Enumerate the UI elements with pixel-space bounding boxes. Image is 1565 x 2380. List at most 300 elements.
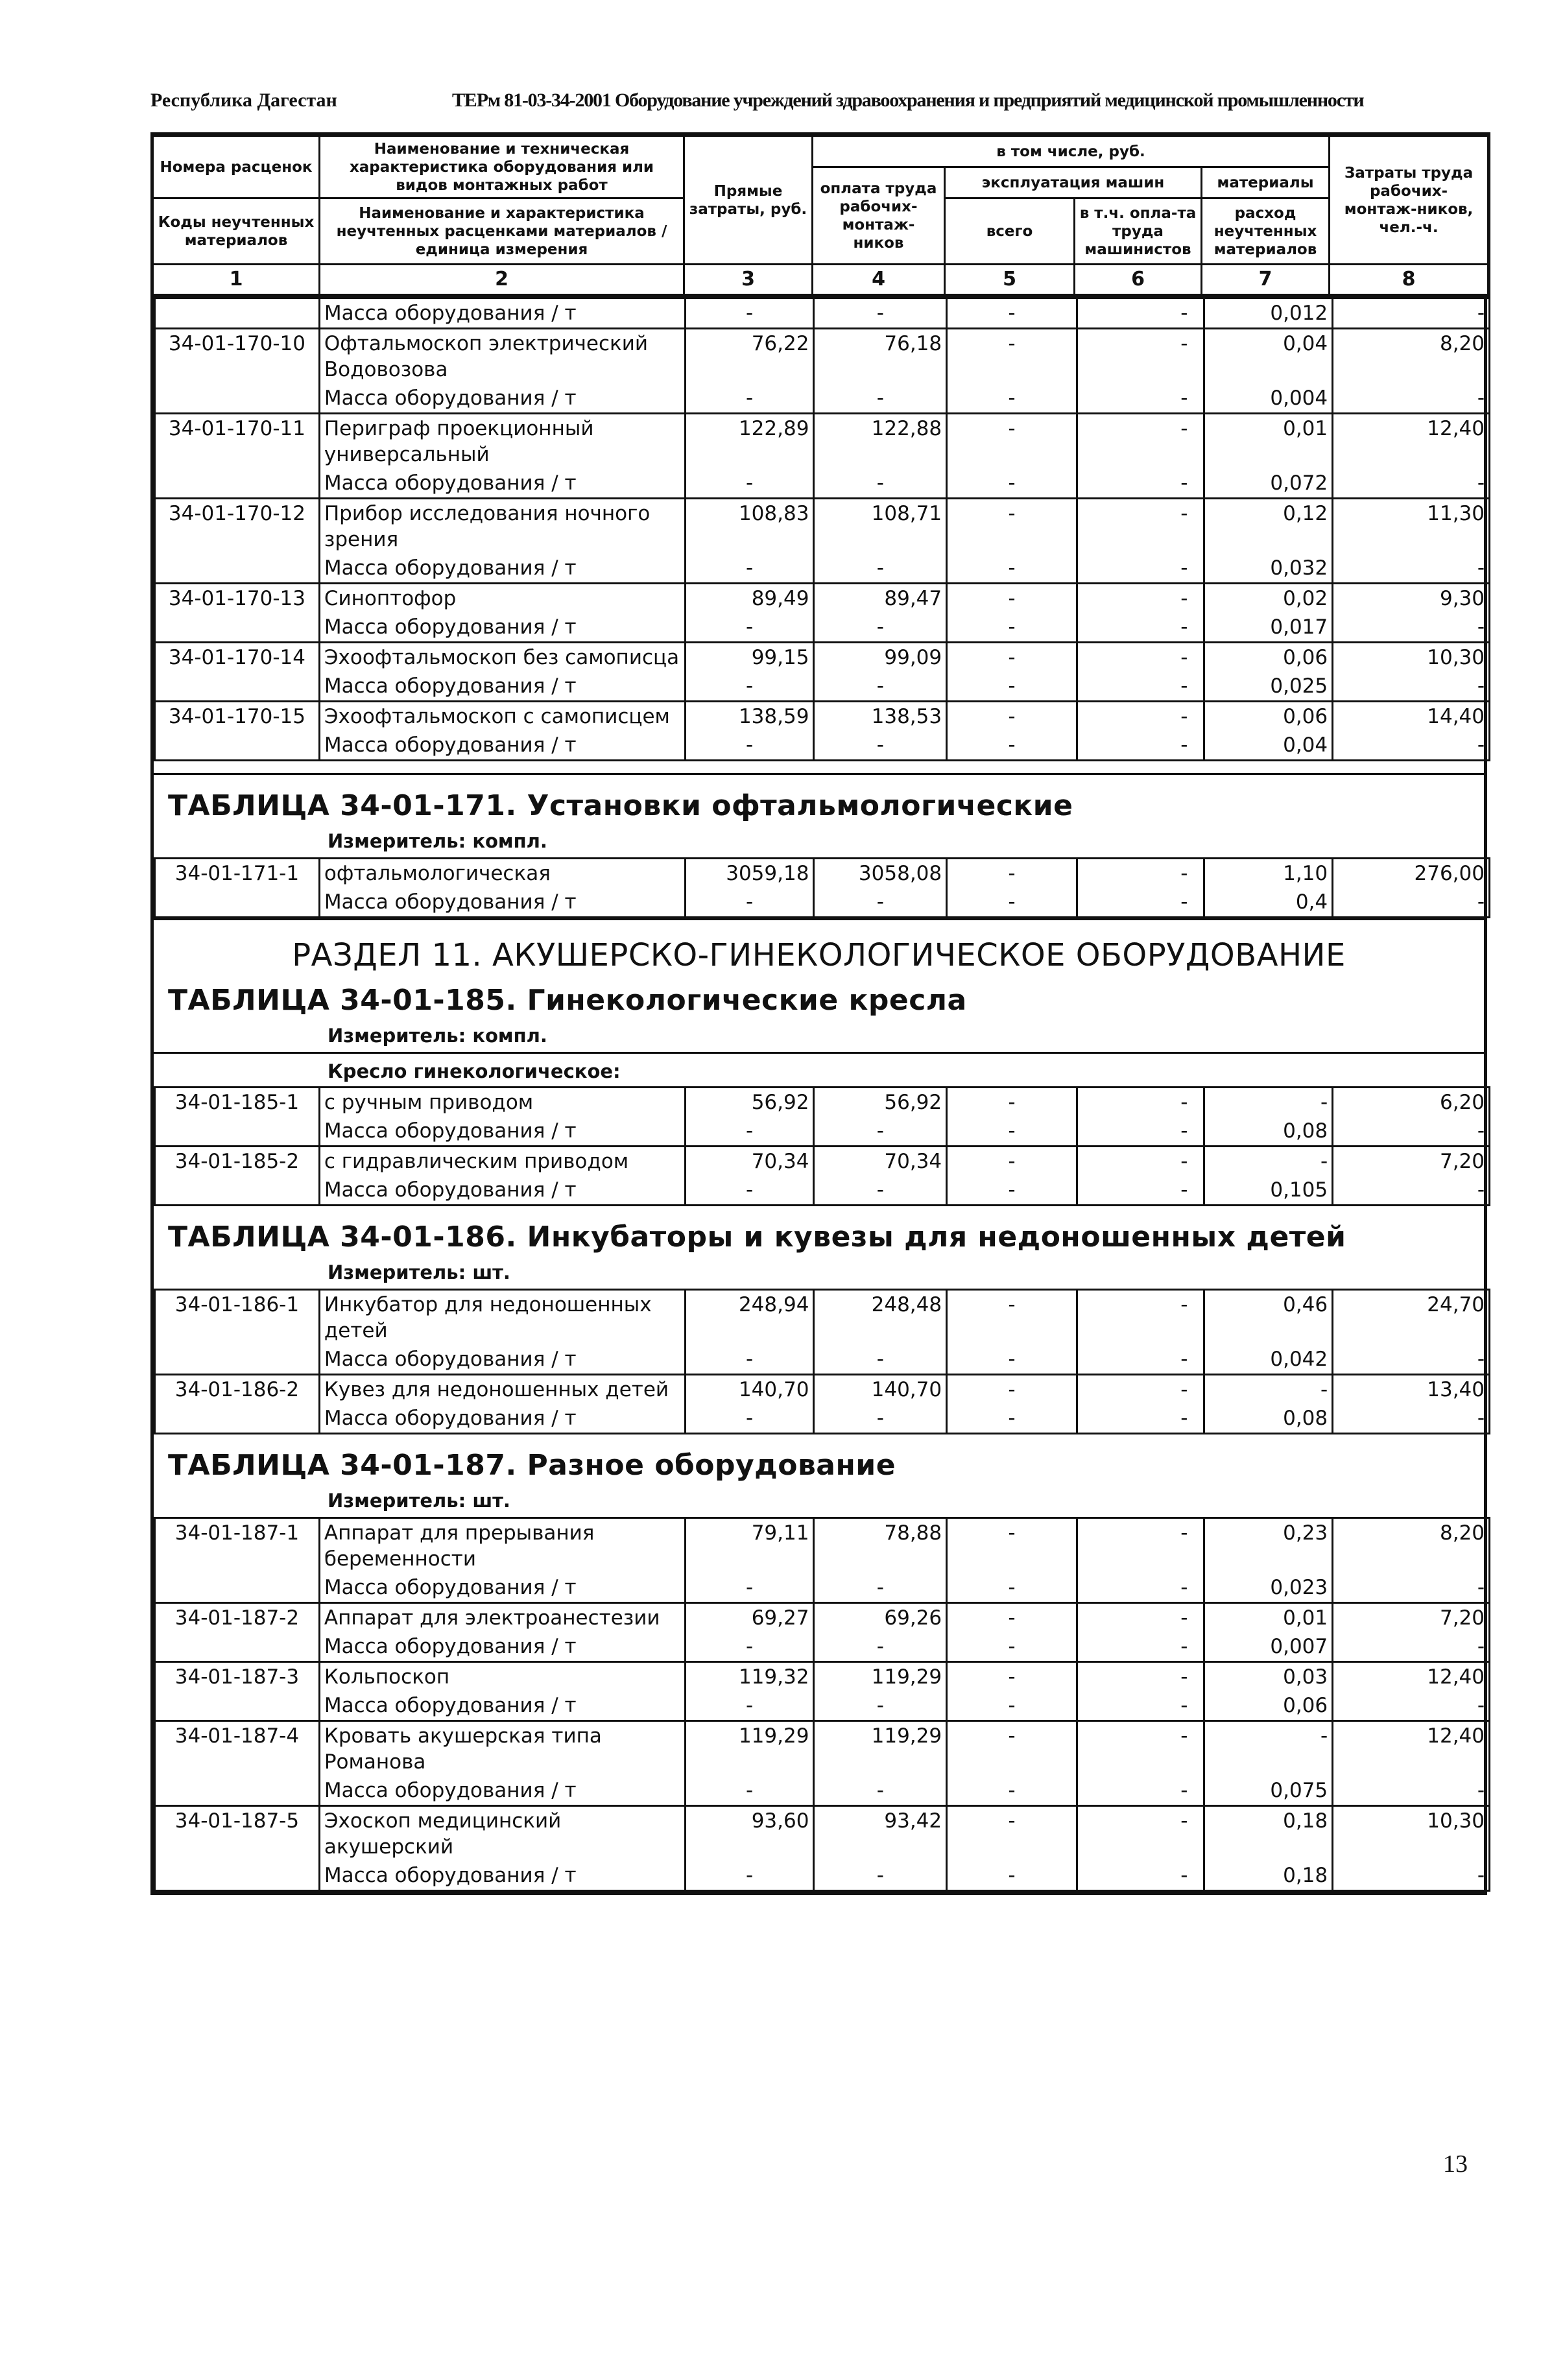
value-machine: - [947, 1088, 1077, 1117]
table-row [155, 1088, 1490, 1117]
region-label: Республика Дагестан [150, 89, 337, 111]
value-machine: - [947, 1375, 1077, 1405]
value-hours: 12,40 [1333, 1662, 1490, 1692]
value-material: 0,01 [1204, 1603, 1333, 1633]
column-number: 2 [320, 265, 684, 296]
value-material: 0,017 [1204, 613, 1333, 643]
table-186-body [154, 1289, 1490, 1434]
rate-code: 34-01-185-1 [155, 1088, 320, 1117]
table-row [155, 1147, 1490, 1176]
value-hours: - [1333, 1861, 1490, 1891]
code-cell [155, 298, 320, 329]
rate-code: 34-01-171-1 [155, 859, 320, 888]
rows-t185 [155, 1088, 1490, 1206]
table-row [155, 643, 1490, 672]
value-wages: 140,70 [814, 1375, 947, 1405]
item-name: Синоптофор [319, 584, 685, 613]
value-machine: - [947, 298, 1077, 329]
value-machine: - [947, 1632, 1077, 1662]
code-cell [155, 1861, 320, 1891]
value-operator: - [1077, 1345, 1204, 1375]
value-material: 0,08 [1204, 1117, 1333, 1147]
item-name: Периграф проекционный универсальный [319, 414, 685, 470]
value-machine: - [947, 702, 1077, 732]
value-direct: - [685, 1345, 814, 1375]
table-187 [150, 1434, 1487, 1895]
value-material: - [1204, 1147, 1333, 1176]
value-wages: - [814, 1691, 947, 1721]
header-name: Наименование и техническая характеристика оборудования или видов монтажных работ [320, 135, 684, 198]
mass-label: Масса оборудования / т [319, 1632, 685, 1662]
value-material: - [1204, 1375, 1333, 1405]
mass-label: Масса оборудования / т [319, 613, 685, 643]
value-material: 0,06 [1204, 643, 1333, 672]
value-direct: - [685, 1861, 814, 1891]
table-186 [150, 1206, 1487, 1434]
value-machine: - [947, 469, 1077, 499]
value-machine: - [947, 1603, 1077, 1633]
value-direct: - [685, 1573, 814, 1603]
rate-code: 34-01-170-13 [155, 584, 320, 613]
value-wages: 89,47 [814, 584, 947, 613]
value-direct: 79,11 [685, 1518, 814, 1574]
mass-label: Масса оборудования / т [319, 384, 685, 414]
value-machine: - [947, 499, 1077, 554]
code-cell [155, 672, 320, 702]
table-170-body [154, 297, 1490, 761]
value-material: 0,023 [1204, 1573, 1333, 1603]
value-wages: - [814, 1345, 947, 1375]
value-direct: - [685, 731, 814, 761]
table-row [155, 329, 1490, 385]
value-direct: - [685, 1632, 814, 1662]
value-machine: - [947, 1345, 1077, 1375]
column-header [150, 132, 1490, 297]
value-operator: - [1077, 584, 1204, 613]
table-row [155, 1290, 1490, 1346]
item-name: Аппарат для прерывания беременности [319, 1518, 685, 1574]
rate-code: 34-01-186-2 [155, 1375, 320, 1405]
value-hours: - [1333, 298, 1490, 329]
value-operator: - [1077, 1147, 1204, 1176]
value-direct: 140,70 [685, 1375, 814, 1405]
value-machine: - [947, 1776, 1077, 1806]
mass-label: Масса оборудования / т [319, 672, 685, 702]
value-operator: - [1077, 1375, 1204, 1405]
value-direct: - [685, 888, 814, 918]
value-direct: - [685, 1776, 814, 1806]
page-number: 13 [1443, 2150, 1468, 2178]
code-cell [155, 1345, 320, 1375]
value-machine: - [947, 859, 1077, 888]
value-wages: - [814, 384, 947, 414]
item-name: Инкубатор для недоношенных детей [319, 1290, 685, 1346]
item-name: Эхоофтальмоскоп с самописцем [319, 702, 685, 732]
value-material: 0,08 [1204, 1404, 1333, 1434]
header-including: в том числе, руб. [813, 135, 1330, 167]
value-hours: 12,40 [1333, 1721, 1490, 1777]
table-meter: Измеритель: шт. [328, 1490, 510, 1512]
value-operator: - [1077, 1404, 1204, 1434]
code-cell [155, 384, 320, 414]
table-title: ТАБЛИЦА 34-01-185. Гинекологические кресла [168, 984, 967, 1017]
table-row [155, 1721, 1490, 1777]
value-operator: - [1077, 888, 1204, 918]
item-name: Аппарат для электроанестезии [319, 1603, 685, 1633]
column-number: 7 [1202, 265, 1330, 296]
value-operator: - [1077, 1721, 1204, 1777]
value-wages: - [814, 1176, 947, 1206]
value-material: 0,06 [1204, 1691, 1333, 1721]
value-material: 0,025 [1204, 672, 1333, 702]
mass-label: Масса оборудования / т [319, 1345, 685, 1375]
value-wages: 248,48 [814, 1290, 947, 1346]
column-numbers-row [152, 265, 1489, 296]
value-operator: - [1077, 613, 1204, 643]
value-material: - [1204, 1721, 1333, 1777]
value-hours: - [1333, 1776, 1490, 1806]
table-185-body [154, 1086, 1490, 1206]
value-hours: 12,40 [1333, 414, 1490, 470]
value-direct: 122,89 [685, 414, 814, 470]
value-hours: 14,40 [1333, 702, 1490, 732]
value-machine: - [947, 1147, 1077, 1176]
value-direct: 69,27 [685, 1603, 814, 1633]
value-operator: - [1077, 384, 1204, 414]
item-name: Кольпоскоп [319, 1662, 685, 1692]
value-wages: - [814, 554, 947, 584]
table-row [155, 702, 1490, 732]
item-name: Эхоскоп медицинский акушерский [319, 1806, 685, 1862]
header-direct-costs: Прямые затраты, руб. [684, 135, 813, 265]
value-machine: - [947, 888, 1077, 918]
mass-label: Масса оборудования / т [319, 1573, 685, 1603]
value-material: 0,18 [1204, 1806, 1333, 1862]
mass-row [155, 1861, 1490, 1891]
value-material: 0,06 [1204, 702, 1333, 732]
value-hours: - [1333, 1404, 1490, 1434]
value-machine: - [947, 731, 1077, 761]
mass-label: Масса оборудования / т [319, 1861, 685, 1891]
mass-row [155, 1117, 1490, 1147]
item-name: Офтальмоскоп электрический Водовозова [319, 329, 685, 385]
mass-label: Масса оборудования / т [319, 554, 685, 584]
value-operator: - [1077, 298, 1204, 329]
mass-label: Масса оборудования / т [319, 731, 685, 761]
value-operator: - [1077, 731, 1204, 761]
mass-row [155, 384, 1490, 414]
column-number: 5 [945, 265, 1075, 296]
value-operator: - [1077, 1290, 1204, 1346]
value-operator: - [1077, 469, 1204, 499]
mass-label: Масса оборудования / т [319, 1404, 685, 1434]
value-material: 0,072 [1204, 469, 1333, 499]
value-material: 0,04 [1204, 329, 1333, 385]
value-operator: - [1077, 1176, 1204, 1206]
code-cell [155, 1691, 320, 1721]
code-cell [155, 1776, 320, 1806]
value-direct: - [685, 298, 814, 329]
code-cell [155, 469, 320, 499]
table-row [155, 1662, 1490, 1692]
value-direct: 138,59 [685, 702, 814, 732]
value-wages: - [814, 888, 947, 918]
rate-code: 34-01-187-3 [155, 1662, 320, 1692]
value-operator: - [1077, 1603, 1204, 1633]
mass-row [155, 469, 1490, 499]
mass-row [155, 1345, 1490, 1375]
value-direct: 108,83 [685, 499, 814, 554]
mass-row [155, 1691, 1490, 1721]
code-cell [155, 1573, 320, 1603]
section-11 [150, 918, 1487, 1206]
value-material: 0,01 [1204, 414, 1333, 470]
value-operator: - [1077, 414, 1204, 470]
table-row [155, 1375, 1490, 1405]
value-machine: - [947, 643, 1077, 672]
table-row [155, 414, 1490, 470]
table-title: ТАБЛИЦА 34-01-171. Установки офтальмологические [168, 789, 1073, 822]
value-hours: 11,30 [1333, 499, 1490, 554]
value-hours: 24,70 [1333, 1290, 1490, 1346]
section-title: РАЗДЕЛ 11. АКУШЕРСКО-ГИНЕКОЛОГИЧЕСКОЕ ОБОРУДОВАНИЕ [292, 937, 1346, 973]
value-wages: 3058,08 [814, 859, 947, 888]
rate-code: 34-01-187-1 [155, 1518, 320, 1574]
value-operator: - [1077, 859, 1204, 888]
column-number: 3 [684, 265, 813, 296]
header-machine-total: всего [945, 198, 1075, 265]
value-hours: 276,00 [1333, 859, 1490, 888]
value-direct: 119,29 [685, 1721, 814, 1777]
value-machine: - [947, 1404, 1077, 1434]
value-wages: - [814, 1632, 947, 1662]
rows-t171 [155, 859, 1490, 918]
value-operator: - [1077, 1662, 1204, 1692]
header-labor-hours: Затраты труда рабочих-монтаж-ников, чел.-ч. [1330, 135, 1489, 265]
table-171 [150, 773, 1487, 918]
rates-table-frame [150, 132, 1487, 2380]
column-number: 4 [813, 265, 945, 296]
mass-row [155, 1632, 1490, 1662]
value-wages: - [814, 298, 947, 329]
rows-t187 [155, 1518, 1490, 1891]
header-material-consumption: расход неучтенных материалов [1202, 198, 1330, 265]
value-material: 0,075 [1204, 1776, 1333, 1806]
mass-row [155, 731, 1490, 761]
value-direct: 76,22 [685, 329, 814, 385]
value-wages: 69,26 [814, 1603, 947, 1633]
value-material: 0,032 [1204, 554, 1333, 584]
value-machine: - [947, 1721, 1077, 1777]
value-direct: 3059,18 [685, 859, 814, 888]
value-direct: - [685, 1176, 814, 1206]
table-row [155, 1603, 1490, 1633]
value-wages: - [814, 613, 947, 643]
value-machine: - [947, 1691, 1077, 1721]
value-operator: - [1077, 1806, 1204, 1862]
value-operator: - [1077, 1776, 1204, 1806]
value-machine: - [947, 1176, 1077, 1206]
value-material: 0,03 [1204, 1662, 1333, 1692]
value-wages: 108,71 [814, 499, 947, 554]
value-machine: - [947, 584, 1077, 613]
column-number: 8 [1330, 265, 1489, 296]
code-cell [155, 1117, 320, 1147]
value-hours: - [1333, 1345, 1490, 1375]
value-wages: - [814, 731, 947, 761]
value-direct: 99,15 [685, 643, 814, 672]
value-material: 0,23 [1204, 1518, 1333, 1574]
value-machine: - [947, 1662, 1077, 1692]
header-operator-wages: в т.ч. опла-та труда машинистов [1075, 198, 1202, 265]
value-direct: - [685, 1404, 814, 1434]
value-wages: - [814, 1861, 947, 1891]
value-operator: - [1077, 1573, 1204, 1603]
mass-label: Масса оборудования / т [319, 1117, 685, 1147]
value-machine: - [947, 329, 1077, 385]
value-operator: - [1077, 1691, 1204, 1721]
value-hours: - [1333, 469, 1490, 499]
value-operator: - [1077, 1117, 1204, 1147]
value-hours: - [1333, 672, 1490, 702]
mass-label: Масса оборудования / т [319, 1776, 685, 1806]
code-cell [155, 1404, 320, 1434]
table-row [155, 584, 1490, 613]
value-direct: 70,34 [685, 1147, 814, 1176]
rate-code: 34-01-170-15 [155, 702, 320, 732]
header-materials: материалы [1202, 167, 1330, 198]
rate-code: 34-01-170-12 [155, 499, 320, 554]
table-title: ТАБЛИЦА 34-01-187. Разное оборудование [168, 1449, 896, 1482]
value-hours: 7,20 [1333, 1603, 1490, 1633]
item-name: с ручным приводом [319, 1088, 685, 1117]
table-170-continuation [150, 297, 1487, 773]
value-direct: 93,60 [685, 1806, 814, 1862]
value-material: 0,18 [1204, 1861, 1333, 1891]
value-hours: 9,30 [1333, 584, 1490, 613]
running-header [150, 89, 1487, 126]
table-row [155, 859, 1490, 888]
table-171-body [154, 857, 1490, 918]
value-wages: - [814, 1776, 947, 1806]
value-wages: - [814, 469, 947, 499]
code-cell [155, 731, 320, 761]
value-machine: - [947, 1573, 1077, 1603]
table-187-body [154, 1517, 1490, 1892]
value-material: 0,12 [1204, 499, 1333, 554]
header-material-codes: Коды неучтенных материалов [152, 198, 320, 265]
value-direct: - [685, 613, 814, 643]
rows-t186 [155, 1290, 1490, 1434]
item-name: Эхоофтальмоскоп без самописца [319, 643, 685, 672]
rate-code: 34-01-186-1 [155, 1290, 320, 1346]
value-material: 0,02 [1204, 584, 1333, 613]
mass-row [155, 888, 1490, 918]
value-wages: 56,92 [814, 1088, 947, 1117]
mass-row [155, 298, 1490, 329]
rate-code: 34-01-170-14 [155, 643, 320, 672]
value-hours: - [1333, 888, 1490, 918]
code-cell [155, 1176, 320, 1206]
value-direct: - [685, 1117, 814, 1147]
value-operator: - [1077, 1861, 1204, 1891]
mass-label: Масса оборудования / т [319, 298, 685, 329]
value-wages: - [814, 672, 947, 702]
value-machine: - [947, 613, 1077, 643]
value-hours: 10,30 [1333, 643, 1490, 672]
table-subheading: Кресло гинекологическое: [154, 1052, 1484, 1086]
table-row [155, 499, 1490, 554]
value-material: - [1204, 1088, 1333, 1117]
value-wages: - [814, 1117, 947, 1147]
value-hours: - [1333, 554, 1490, 584]
value-hours: - [1333, 731, 1490, 761]
value-hours: - [1333, 1117, 1490, 1147]
value-direct: - [685, 1691, 814, 1721]
column-number: 6 [1075, 265, 1202, 296]
value-direct: 119,32 [685, 1662, 814, 1692]
value-machine: - [947, 1861, 1077, 1891]
value-hours: - [1333, 1573, 1490, 1603]
value-machine: - [947, 1117, 1077, 1147]
rate-code: 34-01-170-11 [155, 414, 320, 470]
value-machine: - [947, 554, 1077, 584]
value-material: 0,105 [1204, 1176, 1333, 1206]
code-cell [155, 613, 320, 643]
header-wages: оплата труда рабочих-монтаж-ников [813, 167, 945, 265]
value-hours: - [1333, 1632, 1490, 1662]
value-material: 0,042 [1204, 1345, 1333, 1375]
value-machine: - [947, 414, 1077, 470]
mass-row [155, 1404, 1490, 1434]
value-wages: 119,29 [814, 1721, 947, 1777]
value-hours: - [1333, 1691, 1490, 1721]
value-wages: 138,53 [814, 702, 947, 732]
document-title: ТЕРм 81-03-34-2001 Оборудование учреждений здравоохранения и предприятий медицинской промышленности [452, 89, 1364, 111]
value-material: 0,4 [1204, 888, 1333, 918]
value-direct: - [685, 554, 814, 584]
mass-row [155, 1776, 1490, 1806]
rate-code: 34-01-187-2 [155, 1603, 320, 1633]
rate-code: 34-01-187-4 [155, 1721, 320, 1777]
mass-label: Масса оборудования / т [319, 888, 685, 918]
mass-label: Масса оборудования / т [319, 1691, 685, 1721]
code-cell [155, 888, 320, 918]
value-direct: 56,92 [685, 1088, 814, 1117]
mass-label: Масса оборудования / т [319, 469, 685, 499]
item-name: Кровать акушерская типа Романова [319, 1721, 685, 1777]
item-name: Кувез для недоношенных детей [319, 1375, 685, 1405]
value-operator: - [1077, 554, 1204, 584]
value-wages: 119,29 [814, 1662, 947, 1692]
value-wages: 122,88 [814, 414, 947, 470]
value-material: 1,10 [1204, 859, 1333, 888]
value-operator: - [1077, 643, 1204, 672]
table-row [155, 1806, 1490, 1862]
value-operator: - [1077, 499, 1204, 554]
value-hours: 7,20 [1333, 1147, 1490, 1176]
table-title: ТАБЛИЦА 34-01-186. Инкубаторы и кувезы для недоношенных детей [168, 1220, 1346, 1254]
rate-code: 34-01-187-5 [155, 1806, 320, 1862]
value-machine: - [947, 384, 1077, 414]
value-operator: - [1077, 702, 1204, 732]
value-wages: 99,09 [814, 643, 947, 672]
value-hours: 6,20 [1333, 1088, 1490, 1117]
value-wages: 93,42 [814, 1806, 947, 1862]
mass-row [155, 672, 1490, 702]
value-direct: 248,94 [685, 1290, 814, 1346]
mass-row [155, 1176, 1490, 1206]
